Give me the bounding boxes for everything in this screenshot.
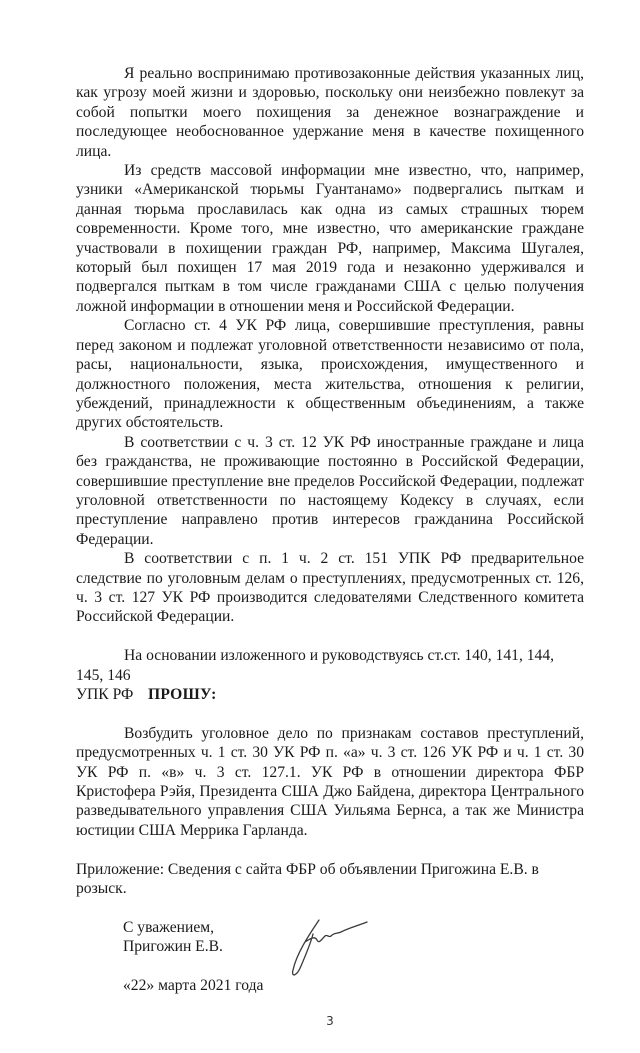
paragraph-media: Из средств массовой информации мне известно, что, например, узники «Американской тюрьмы Гуантанамо» подвергались пыткам и данная тюрьма прославилась как одна из самых страшных тюрем современности. Кроме того, мне известно, что американские граждане участвовали в похищении граждан РФ, например, Максима Шугалея, который был похищен 17 мая 2019 года и незаконно удерживался и подвергался пыткам в том числе гражданами США с целью получения ложной информации в отношении меня и Российской Федерации. — [76, 162, 584, 315]
request-header-row — [76, 685, 584, 704]
signer-name: Пригожин Е.В. — [123, 938, 223, 956]
closing-regards: С уважением, — [123, 918, 215, 936]
paragraph-uk-article-12: В соответствии с ч. 3 ст. 12 УК РФ иностранные граждане и лица без гражданства, не проживающие постоянно в Российской Федерации, совершившие преступление вне пределов Российской Федерации, подлежат уголовной ответственности по настоящему Кодексу в случаях, если преступление направлено против интересов гражданина Российской Федерации. — [76, 433, 584, 548]
paragraph-threat: Я реально воспринимаю противозаконные действия указанных лиц, как угрозу моей жизни и здоровью, поскольку они неизбежно повлекут за собой попытки моего похищения за денежное вознаграждение и последующее необоснованное удержание меня в качестве похищенного лица. — [76, 65, 584, 160]
attachment-note: Приложение: Сведения с сайта ФБР об объявлении Пригожина Е.В. в розыск. — [76, 860, 539, 898]
signature-icon — [271, 912, 371, 982]
document-body — [76, 64, 584, 1029]
request-heading: ПРОШУ: — [148, 685, 217, 703]
closing-text — [123, 918, 271, 996]
document-date: «22» марта 2021 года — [123, 977, 264, 995]
page-number: 3 — [326, 1014, 334, 1029]
paragraph-uk-article-4: Согласно ст. 4 УК РФ лица, совершившие преступления, равны перед законом и подлежат уголовной ответственности независимо от пола, расы, национальности, языка, происхождения, имущественного и должностного положения, места жительства, отношения к религии, убеждений, принадлежности к общественным объединениям, а также других обстоятельств. — [76, 317, 584, 432]
basis-code: УПК РФ — [76, 685, 134, 703]
closing-block — [76, 918, 584, 996]
basis-line: На основании изложенного и руководствуясь ст.ст. 140, 141, 144, 145, 146 — [76, 647, 555, 684]
request-text: Возбудить уголовное дело по признакам составов преступлений, предусмотренных ч. 1 ст. 30 УК РФ п. «а» ч. 3 ст. 126 УК РФ и ч. 1 ст. 30 УК РФ п. «в» ч. 3 ст. 127.1. УК РФ в отношении директора ФБР Кристофера Рэйя, Президента США Джо Байдена, директора Центрального разведывательного управления США Уильяма Бернса, а так же Министра юстиции США Меррика Гарланда. — [76, 724, 584, 839]
paragraph-upk-article-151: В соответствии с п. 1 ч. 2 ст. 151 УПК РФ предварительное следствие по уголовным делам о преступлениях, предусмотренных ст. 126, ч. 3 ст. 127 УК РФ производится следователями Следственного комитета Российской Федерации. — [76, 550, 584, 626]
